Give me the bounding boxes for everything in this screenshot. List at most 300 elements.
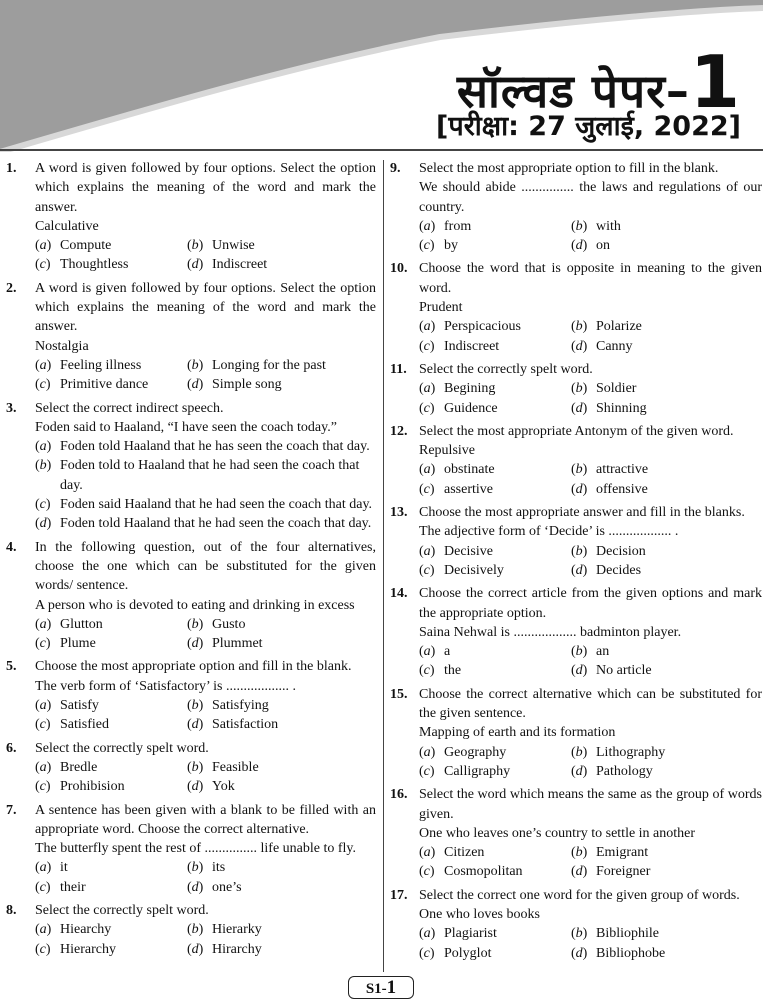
question-stem: Select the correctly spelt word. [35,902,209,918]
question-body [35,901,376,959]
option-label: (c) [35,636,51,652]
option-a [419,379,571,398]
option-label: (b) [571,462,588,478]
question [390,886,762,963]
option-label: (c) [419,338,435,354]
option-text: Polyglot [444,945,492,961]
options-list [419,542,762,581]
option-d [187,255,376,274]
option-text: Hierarchy [60,941,116,957]
question-number: 9. [390,161,401,176]
option-d [187,634,376,653]
option-b [571,217,762,236]
option-label: (c) [35,377,51,393]
option-c [419,862,571,881]
option-a [419,542,571,561]
question-body [35,739,376,797]
option-label: (a) [419,744,436,760]
question-body [419,685,762,781]
option-c [35,715,187,734]
option-label: (d) [187,636,204,652]
option-label: (d) [571,481,588,497]
option-a [35,858,187,877]
option-text: Foden told Haaland that he has seen the coach that day. [60,439,370,455]
question-stem: Select the most appropriate option to fill in the blank. [419,161,719,176]
option-label: (d) [571,238,588,254]
option-a [419,642,571,661]
option-text: Perspicacious [444,319,521,335]
option-a [35,696,187,715]
option-label: (d) [187,879,204,895]
option-label: (b) [187,357,204,373]
option-c [35,777,187,796]
question-stem: A sentence has been given with a blank to be filled with an appropriate word. Choose the correct alternative. [35,802,376,837]
question-body [419,360,762,418]
option-text: Foreigner [596,864,651,880]
option-label: (b) [187,616,204,632]
options-list [419,743,762,782]
question-number: 16. [390,787,408,803]
option-d [187,878,376,897]
question-body [35,657,376,734]
option-c [35,878,187,897]
option-text: assertive [444,481,493,497]
option-c [419,236,571,255]
option-label: (a) [35,860,52,876]
question-prompt: One who loves books [419,906,540,922]
question-stem: A word is given followed by four options. Select the option which explains the meaning of the word and mark the answer. [35,161,376,215]
option-label: (b) [571,744,588,760]
option-label: (d) [571,562,588,578]
question-number: 11. [390,361,407,377]
option-a [419,843,571,862]
question [6,739,376,797]
question-prompt: Prudent [419,300,463,316]
option-label: (b) [571,845,588,861]
option-d [571,862,762,881]
option-text: Decisive [444,543,493,559]
option-text: Soldier [596,381,637,397]
option-label: (c) [419,238,435,254]
question-stem: In the following question, out of the four alternatives, choose the one which can be substituted for the given words/ sentence. [35,539,376,594]
option-text: Foden said Haaland that he had seen the coach that day. [60,497,373,513]
question [6,538,376,654]
option-text: Satisfaction [212,717,279,733]
question-prompt: The adjective form of ‘Decide’ is .................. . [419,524,679,540]
option-b [571,843,762,862]
option-text: Hierarky [212,922,262,938]
option-d [571,399,762,418]
option-text: Plagiarist [444,926,497,942]
question [390,584,762,680]
option-label: (d) [571,864,588,880]
question-prompt: The butterfly spent the rest of ............... life unable to fly. [35,841,357,857]
question-number: 7. [6,802,17,818]
question-number: 10. [390,261,408,277]
option-text: Bibliophobe [596,945,666,961]
option-b [187,356,376,375]
option-label: (d) [571,945,588,961]
question-prompt: Calculative [35,218,99,234]
question-prompt: Mapping of earth and its formation [419,725,616,741]
option-label: (c) [419,481,435,497]
options-list [35,920,376,959]
option-d [187,715,376,734]
option-c [35,495,376,514]
options-list [35,858,376,897]
option-a [35,356,187,375]
option-d [571,661,762,680]
option-d [571,762,762,781]
option-a [35,236,187,255]
question-body [419,584,762,680]
options-list [419,379,762,418]
option-b [187,920,376,939]
option-text: by [444,238,458,254]
option-text: Bibliophile [596,926,659,942]
option-label: (c) [35,879,51,895]
question-stem: Select the word which means the same as the group of words given. [419,787,762,822]
option-text: one’s [212,879,242,895]
option-text: its [212,860,226,876]
option-text: Primitive dance [60,377,149,393]
question-number: 8. [6,902,17,918]
question-body [35,279,376,395]
option-label: (d) [35,516,52,532]
option-a [35,437,376,456]
option-b [571,317,762,336]
option-text: Thoughtless [60,257,129,273]
option-label: (b) [35,458,52,474]
question-body [419,422,762,499]
question-number: 17. [390,887,408,903]
option-c [419,561,571,580]
question [390,785,762,881]
question [390,503,762,580]
option-label: (a) [35,922,52,938]
option-text: Prohibision [60,779,125,795]
question-stem: Select the correctly spelt word. [419,361,593,377]
option-text: Plume [60,636,96,652]
options-list [35,758,376,797]
option-label: (c) [35,779,51,795]
question [6,279,376,395]
option-text: Yok [212,779,235,795]
question [6,657,376,734]
option-label: (b) [187,698,204,714]
question-stem: Choose the most appropriate option and fill in the blank. [35,659,352,675]
question-stem: Choose the correct article from the given options and mark the appropriate option. [419,586,762,621]
question-body [35,538,376,654]
question-prompt: One who leaves one’s country to settle in another [419,825,696,841]
options-list [419,217,762,256]
option-c [35,255,187,274]
option-c [419,399,571,418]
option-d [187,777,376,796]
question [390,685,762,781]
question-body [35,159,376,275]
question-stem: Choose the word that is opposite in meaning to the given word. [419,261,762,296]
question-number: 1. [6,161,17,176]
option-label: (a) [419,381,436,397]
option-text: Emigrant [596,845,649,861]
question-prompt: Saina Nehwal is .................. badminton player. [419,624,682,640]
option-label: (b) [571,926,588,942]
option-b [571,642,762,661]
question-body [35,399,376,534]
option-d [35,514,376,533]
option-label: (c) [419,562,435,578]
option-label: (a) [35,357,52,373]
option-text: attractive [596,462,649,478]
option-b [187,615,376,634]
question-number: 3. [6,400,17,416]
option-label: (a) [35,439,52,455]
question-body [419,785,762,881]
option-b [571,460,762,479]
question-prompt: Nostalgia [35,338,89,354]
option-text: Indiscreet [212,257,268,273]
option-b [571,924,762,943]
option-label: (a) [419,845,436,861]
option-label: (d) [187,779,204,795]
page-number-badge: S1-1 [348,976,414,999]
option-c [35,634,187,653]
options-list [419,642,762,681]
option-text: Plummet [212,636,263,652]
question-stem: Select the correct one word for the given group of words. [419,887,740,903]
option-a [35,920,187,939]
option-text: Satisfied [60,717,109,733]
option-text: Decides [596,562,642,578]
option-text: Simple song [212,377,282,393]
option-text: Hirarchy [212,941,262,957]
right-column [390,159,762,967]
option-b [187,236,376,255]
option-c [35,375,187,394]
question-body [35,801,376,897]
option-label: (b) [571,543,588,559]
option-text: Pathology [596,763,653,779]
option-label: (a) [419,644,436,660]
option-label: (a) [419,319,436,335]
option-text: Unwise [212,238,255,254]
option-text: Bredle [60,759,98,775]
question-number: 5. [6,659,17,675]
option-text: Foden told to Haaland that he had seen the coach that day. [60,458,360,493]
option-text: Satisfy [60,698,99,714]
question [6,159,376,275]
options-list [35,696,376,735]
option-text: Guidence [444,400,498,416]
option-label: (a) [35,238,52,254]
option-text: the [444,663,462,679]
option-text: a [444,644,451,660]
option-text: Citizen [444,845,485,861]
option-text: Canny [596,338,633,354]
question-body [419,159,762,255]
options-list [35,236,376,275]
option-d [187,375,376,394]
option-a [419,743,571,762]
question-prompt: A person who is devoted to eating and drinking in excess [35,597,355,613]
option-b [187,858,376,877]
option-text: it [60,860,68,876]
option-text: Cosmopolitan [444,864,523,880]
question-number: 4. [6,539,17,555]
options-list [419,924,762,963]
option-text: offensive [596,481,648,497]
option-label: (a) [419,543,436,559]
option-b [571,542,762,561]
option-label: (a) [419,218,436,234]
option-label: (c) [419,400,435,416]
option-label: (b) [571,218,588,234]
options-list [35,437,376,533]
question [390,259,762,355]
question-prompt: We should abide ............... the laws and regulations of our country. [419,180,762,215]
question-number: 13. [390,505,408,521]
option-label: (c) [419,864,435,880]
question [6,901,376,959]
column-divider [383,160,384,972]
option-b [35,456,376,495]
option-text: obstinate [444,462,495,478]
option-b [187,758,376,777]
option-text: Compute [60,238,112,254]
option-label: (c) [419,663,435,679]
question-body [419,503,762,580]
option-a [419,924,571,943]
option-text: Lithography [596,744,666,760]
option-text: Calligraphy [444,763,511,779]
option-text: an [596,644,610,660]
option-d [571,561,762,580]
options-list [35,356,376,395]
options-list [419,460,762,499]
option-text: Indiscreet [444,338,500,354]
page-header [0,0,763,152]
option-text: Begining [444,381,496,397]
option-d [571,236,762,255]
question [390,360,762,418]
option-a [35,615,187,634]
option-label: (c) [419,945,435,961]
page-title: सॉल्वड पेपर–1 [456,40,741,124]
option-text: Gusto [212,616,246,632]
option-label: (d) [571,763,588,779]
option-label: (b) [571,644,588,660]
options-list [419,317,762,356]
option-c [419,661,571,680]
option-c [419,337,571,356]
question [390,159,762,255]
option-label: (b) [187,922,204,938]
option-label: (d) [187,257,204,273]
option-d [571,337,762,356]
option-b [187,696,376,715]
question-stem: Choose the correct alternative which can be substituted for the given sentence. [419,686,762,722]
option-text: No article [596,663,652,679]
option-text: Longing for the past [212,357,326,373]
question-number: 12. [390,423,408,439]
option-label: (a) [35,698,52,714]
option-text: with [596,218,621,234]
question [6,801,376,897]
question-stem: Select the correctly spelt word. [35,740,209,756]
question [6,399,376,534]
question-stem: Choose the most appropriate answer and fill in the blanks. [419,505,745,521]
option-a [419,317,571,336]
question-stem: Select the correct indirect speech. [35,400,224,416]
question-prompt: Foden said to Haaland, “I have seen the coach today.” [35,419,337,435]
option-text: Decision [596,543,646,559]
options-list [35,615,376,654]
option-text: their [60,879,86,895]
option-text: Satisfying [212,698,269,714]
option-label: (d) [571,663,588,679]
option-label: (d) [187,941,204,957]
option-c [419,944,571,963]
options-list [419,843,762,882]
option-label: (a) [35,759,52,775]
option-text: Polarize [596,319,642,335]
option-label: (a) [419,462,436,478]
option-label: (a) [419,926,436,942]
option-c [35,940,187,959]
left-column [6,159,376,963]
option-label: (b) [187,238,204,254]
question-body [419,259,762,355]
option-label: (b) [571,381,588,397]
option-text: from [444,218,472,234]
question-body [419,886,762,963]
question-prompt: The verb form of ‘Satisfactory’ is .................. . [35,678,297,694]
question-stem: A word is given followed by four options. Select the option which explains the meaning of the word and mark the answer. [35,280,376,335]
option-a [419,460,571,479]
option-label: (b) [187,860,204,876]
question-number: 6. [6,740,17,756]
question-stem: Select the most appropriate Antonym of the given word. [419,423,734,439]
option-text: Shinning [596,400,647,416]
question-number: 15. [390,686,408,702]
option-label: (d) [571,400,588,416]
option-label: (c) [35,941,51,957]
option-label: (a) [35,616,52,632]
option-label: (b) [571,319,588,335]
option-a [35,758,187,777]
option-label: (b) [187,759,204,775]
option-label: (c) [35,257,51,273]
option-label: (d) [187,377,204,393]
option-text: on [596,238,610,254]
option-text: Feasible [212,759,259,775]
option-label: (d) [187,717,204,733]
exam-date: [परीक्षा: 27 जुलाई, 2022] [436,111,741,142]
option-text: Hiearchy [60,922,112,938]
option-d [571,480,762,499]
option-label: (d) [571,338,588,354]
option-label: (c) [35,717,51,733]
option-text: Foden told Haaland that he had seen the coach that day. [60,516,372,532]
option-text: Feeling illness [60,357,142,373]
option-label: (c) [35,497,51,513]
question [390,422,762,499]
option-d [187,940,376,959]
option-text: Geography [444,744,507,760]
question-number: 14. [390,586,408,602]
option-c [419,480,571,499]
